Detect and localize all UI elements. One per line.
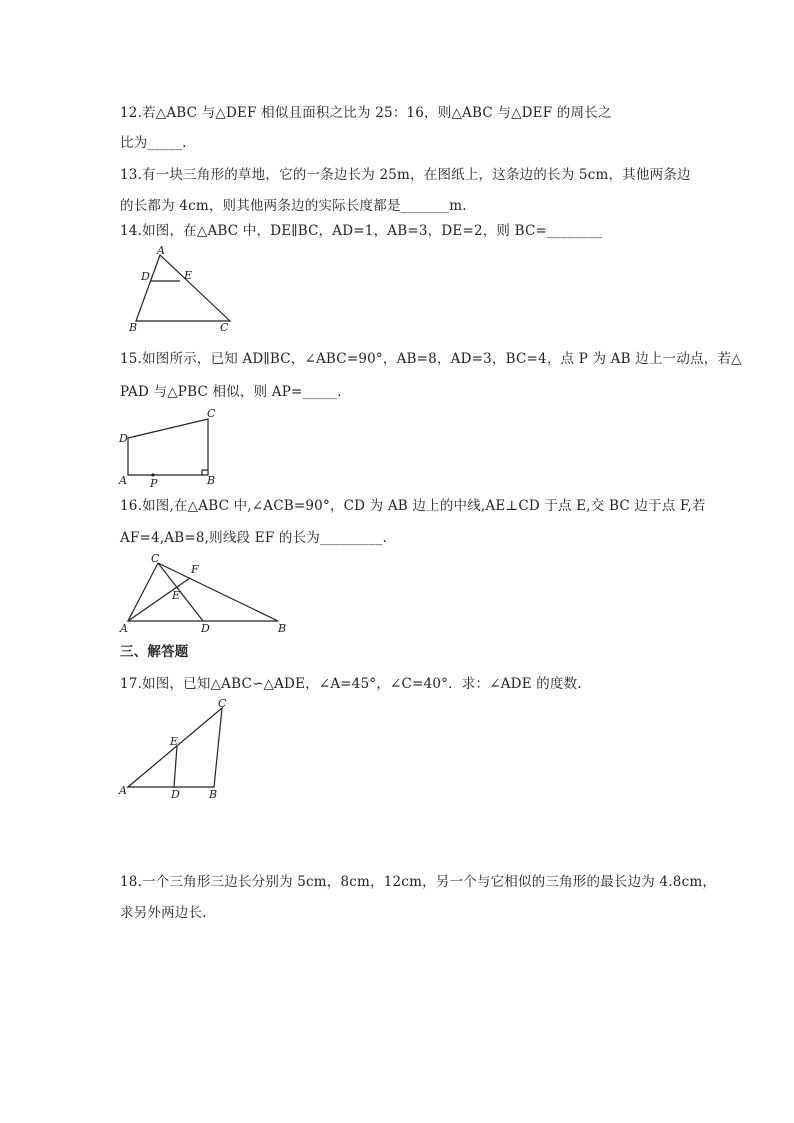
q15-label-c: C [207, 407, 216, 420]
q14-label-b: B [129, 321, 138, 334]
q13-line2: 的长都为 4cm，则其他两条边的实际长度都是_______m. [120, 198, 467, 214]
q15-label-a: A [119, 474, 127, 487]
q14-label-a: A [157, 244, 165, 257]
q14-label-d: D [141, 270, 150, 283]
q16-figure [118, 550, 298, 640]
q14-label-c: C [220, 321, 229, 334]
q17-label-d: D [171, 788, 180, 801]
q15-line1: 15.如图所示，已知 AD∥BC，∠ABC=90°，AB=8，AD=3，BC=4，点 P 为 AB 边上一动点，若△ [120, 351, 742, 367]
q17-label-a: A [119, 784, 127, 797]
q13-line1: 13.有一块三角形的草地，它的一条边长为 25m，在图纸上，这条边的长为 5cm，其他两条边 [120, 167, 691, 183]
q14-label-e: E [184, 269, 193, 282]
q17-label-b: B [209, 788, 218, 801]
q15-label-b: B [207, 474, 216, 487]
q17-line1: 17.如图，已知△ABC∽△ADE，∠A=45°，∠C=40°．求：∠ADE 的度数. [120, 676, 582, 692]
q16-label-f: F [191, 563, 199, 576]
q16-label-a: A [120, 622, 128, 635]
q15-label-d: D [119, 432, 128, 445]
q16-line2: AF=4,AB=8,则线段 EF 的长为_________. [120, 530, 388, 546]
q16-label-b: B [278, 622, 287, 635]
q15-trapezoid [128, 419, 208, 475]
q18-line1: 18.一个三角形三边长分别为 5cm，8cm，12cm，另一个与它相似的三角形的最长边为 4.8cm， [120, 874, 717, 890]
q12-line2: 比为_____. [120, 135, 187, 151]
q16-label-d: D [201, 622, 210, 635]
q17-label-c: C [218, 697, 227, 710]
q14-triangle [136, 255, 230, 321]
q15-line2: PAD 与△PBC 相似，则 AP=_____. [120, 384, 342, 400]
q17-figure [118, 698, 238, 803]
q16-line1: 16.如图,在△ABC 中,∠ACB=90°，CD 为 AB 边上的中线,AE⊥CD 于点 E,交 BC 边于点 F,若 [120, 498, 706, 514]
q14-figure [120, 245, 250, 335]
q17-segment-de [174, 746, 177, 787]
q15-label-p: P [150, 477, 158, 490]
section-title: 三、解答题 [120, 644, 189, 660]
q16-label-c: C [151, 552, 160, 565]
q15-figure [115, 405, 225, 490]
q17-label-e: E [170, 735, 179, 748]
q16-label-e: E [172, 589, 181, 602]
q14-line1: 14.如图，在△ABC 中，DE∥BC，AD=1，AB=3，DE=2，则 BC=________ [120, 223, 603, 239]
q16-triangle [128, 563, 278, 621]
q18-line2: 求另外两边长. [120, 905, 207, 921]
q12-line1: 12.若△ABC 与△DEF 相似且面积之比为 25：16，则△ABC 与△DEF 的周长之 [120, 105, 612, 121]
q16-segment-af [128, 578, 190, 621]
